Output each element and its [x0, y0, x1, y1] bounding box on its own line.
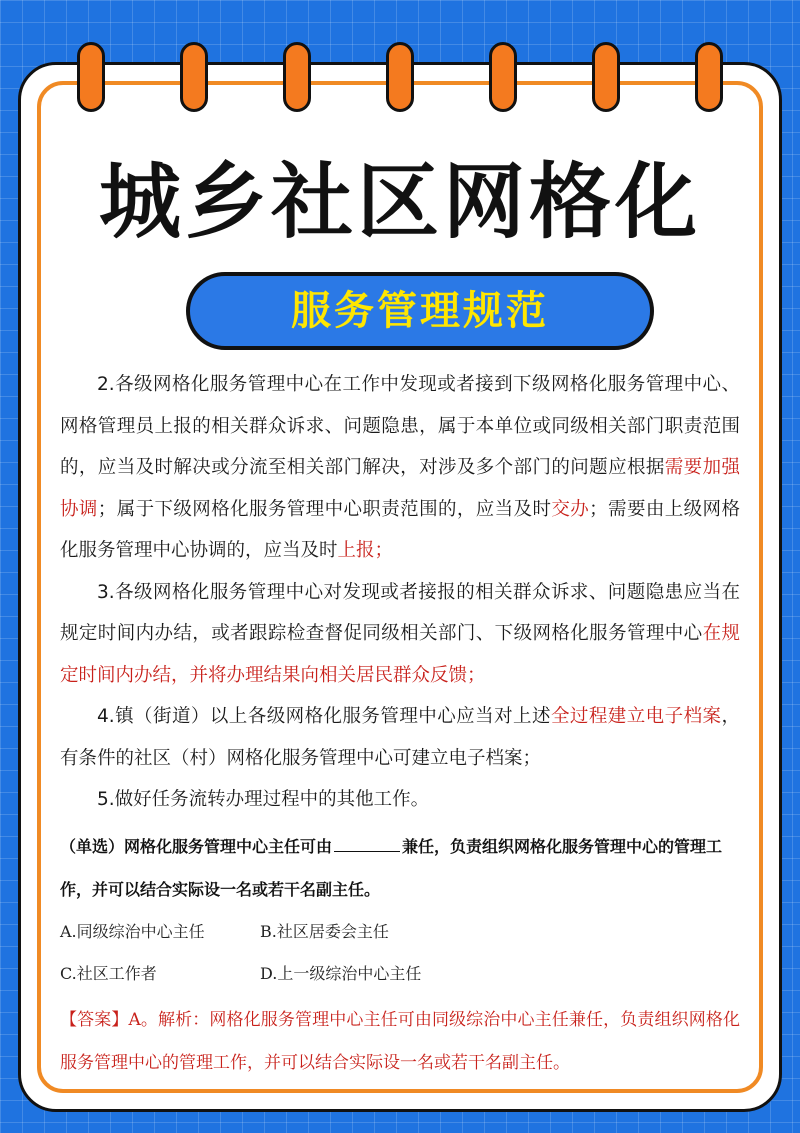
option-d: D.上一级综治中心主任 [260, 963, 422, 983]
subtitle-banner [186, 272, 654, 350]
paragraph-item-5: 5.做好任务流转办理过程中的其他工作。 [97, 789, 430, 810]
binder-ring [489, 42, 517, 112]
question-text: （单选）网格化服务管理中心主任可由 兼任，负责组织网格化服务管理中心的管理工作，并可以结合实际设一名或若干名副主任。 [60, 836, 723, 899]
option-a: A.同级综治中心主任 [60, 921, 205, 941]
subtitle-text: 服务管理规范 [291, 288, 549, 334]
binder-ring [77, 42, 105, 112]
binder-ring [386, 42, 414, 112]
highlight-text: 上报； [337, 540, 394, 561]
binder-ring [180, 42, 208, 112]
options-row [60, 953, 740, 995]
binder-ring [695, 42, 723, 112]
paragraph-item-2: 2.各级网格化服务管理中心在工作中发现或者接到下级网格化服务管理中心、网格管理员上报的相关群众诉求、问题隐患，属于本单位或同级相关部门职责范围的，应当及时解决或分流至相关部门解决，对涉及多个部门的问题应根据需要加强协调；属于下级网格化服务管理中心职责范围的，应当及时交办；需要由上级网格化服务管理中心协调的，应当及时上报； [60, 374, 740, 561]
options-row [60, 911, 740, 953]
document-body [60, 364, 740, 1085]
binder-ring [592, 42, 620, 112]
option-c: C.社区工作者 [60, 963, 157, 983]
options-list [60, 911, 740, 995]
highlight-text: 全过程建立电子档案 [550, 706, 722, 727]
page-title: 城乡社区网格化 [98, 155, 701, 250]
option-b: B.社区居委会主任 [260, 921, 389, 941]
highlight-text: 在规定时间内办结，并将办理结果向相关居民群众反馈； [60, 623, 740, 686]
highlight-text: 需要加强协调 [60, 457, 740, 520]
highlight-text: 交办 [551, 498, 590, 520]
paragraph-item-3: 3.各级网格化服务管理中心对发现或者接报的相关群众诉求、问题隐患应当在规定时间内办结，或者跟踪检查督促同级相关部门、下级网格化服务管理中心在规定时间内办结，并将办理结果向相关居民群众反馈； [60, 581, 740, 686]
answer-explanation: 【答案】A。解析：网格化服务管理中心主任可由同级综治中心主任兼任，负责组织网格化服务管理中心的管理工作，并可以结合实际设一名或若干名副主任。 [60, 1009, 740, 1073]
paragraph-item-4: 4.镇（街道）以上各级网格化服务管理中心应当对上述全过程建立电子档案，有条件的社区（村）网格化服务管理中心可建立电子档案； [60, 706, 740, 769]
answer-blank [334, 837, 400, 852]
binder-ring [283, 42, 311, 112]
